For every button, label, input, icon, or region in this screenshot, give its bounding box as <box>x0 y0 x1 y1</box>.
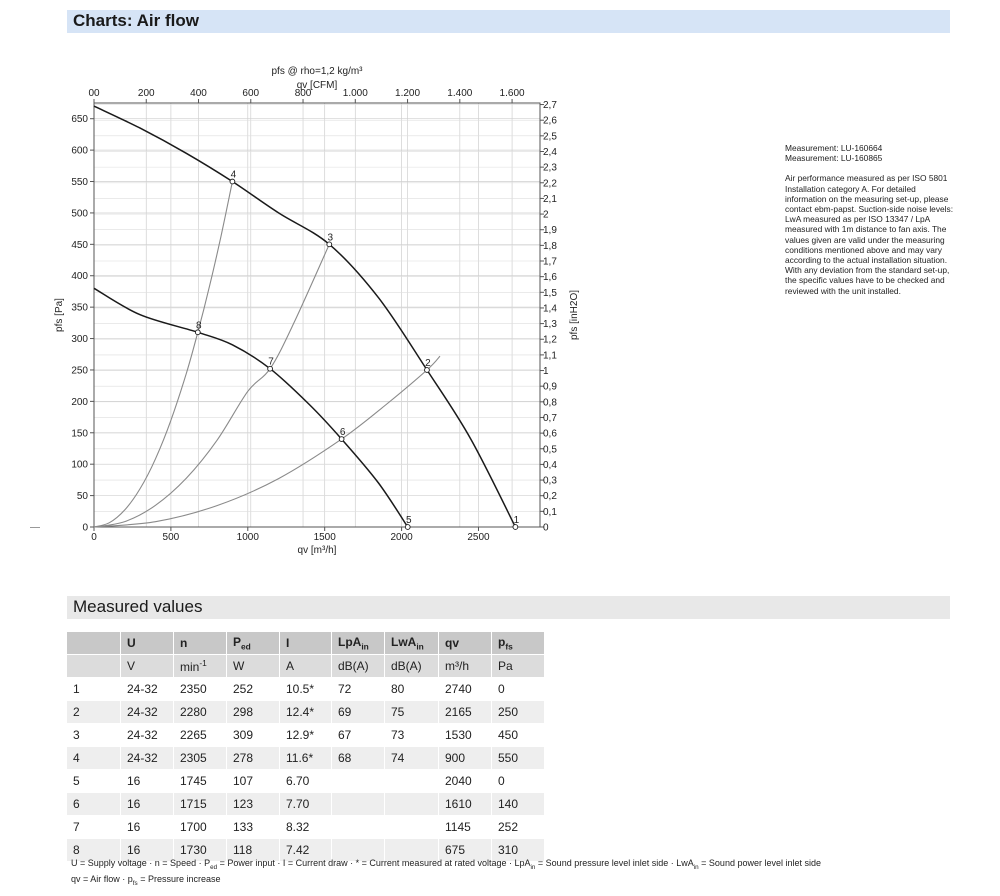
y2-tick-label: 1,2 <box>543 334 557 346</box>
operating-point-label: 6 <box>339 427 346 439</box>
y2-tick-label: 2,6 <box>543 115 557 127</box>
x-tick-label: 1000 <box>236 532 259 543</box>
y-tick-label: 350 <box>71 302 88 314</box>
header-cell-qv: qv <box>439 632 492 655</box>
measured-values-title: Measured values <box>73 597 203 616</box>
y2-tick-label: 2,5 <box>543 131 557 143</box>
x-tick-label: 2000 <box>390 532 413 543</box>
table-cell: 2740 <box>439 678 492 701</box>
table-cell: 12.9* <box>280 724 332 747</box>
table-cell: 7 <box>67 816 121 839</box>
y2-tick-label: 2,1 <box>543 193 557 205</box>
y2-tick-label: 0,7 <box>543 412 557 424</box>
y2-tick-label: 1,4 <box>543 303 557 315</box>
x-tick-label: 0 <box>91 532 97 543</box>
operating-point-label: 3 <box>327 232 334 244</box>
x2-tick-label: 1.600 <box>499 88 525 99</box>
x2-tick-label: 600 <box>242 88 260 99</box>
table-cell: 2 <box>67 701 121 724</box>
y2-tick-label: 0,8 <box>543 397 557 409</box>
table-cell: 309 <box>227 724 280 747</box>
table-cell: 310 <box>492 839 545 862</box>
y2-tick-label: 1,3 <box>543 319 557 331</box>
y-tick-label: 0 <box>82 522 88 534</box>
table-row <box>67 770 545 793</box>
table-cell: 1 <box>67 678 121 701</box>
table-cell: 1715 <box>174 793 227 816</box>
y-tick-label: 200 <box>71 396 88 408</box>
table-cell: 12.4* <box>280 701 332 724</box>
table-cell: 16 <box>121 793 174 816</box>
measured-values-header-bar <box>67 596 950 619</box>
header-cell-n: n <box>174 632 227 655</box>
x2-axis-label: qv [CFM] <box>296 80 338 91</box>
y2-tick-label: 0,9 <box>543 381 557 393</box>
table-cell: 24-32 <box>121 724 174 747</box>
table-cell: 1530 <box>439 724 492 747</box>
table-cell: 133 <box>227 816 280 839</box>
margin-dash <box>30 527 40 528</box>
y2-tick-label: 1,1 <box>543 350 557 362</box>
table-cell: 1610 <box>439 793 492 816</box>
y2-axis-label: pfs [inH2O] <box>569 289 580 341</box>
measured-values-table <box>67 632 545 862</box>
table-header-row <box>67 632 545 655</box>
header-cell-i: I <box>280 632 332 655</box>
y2-tick-label: 1,6 <box>543 272 557 284</box>
y2-tick-label: 1,5 <box>543 287 557 299</box>
table-cell: 67 <box>332 724 385 747</box>
operating-point-label: 1 <box>513 515 520 526</box>
y-tick-label: 500 <box>71 208 88 220</box>
table-cell: 16 <box>121 839 174 862</box>
y-axis-label: pfs [Pa] <box>54 298 65 332</box>
unit-cell-qv: m³/h <box>439 655 492 678</box>
table-cell: 123 <box>227 793 280 816</box>
table-cell <box>385 793 439 816</box>
table-cell: 252 <box>227 678 280 701</box>
y-tick-label: 150 <box>71 428 88 440</box>
table-cell: 140 <box>492 793 545 816</box>
y2-tick-label: 1,9 <box>543 225 557 237</box>
x2-tick-label: 1.200 <box>395 88 421 99</box>
table-cell <box>332 793 385 816</box>
table-cell: 0 <box>492 678 545 701</box>
y2-tick-label: 0,1 <box>543 506 557 518</box>
table-cell: 69 <box>332 701 385 724</box>
y2-tick-label: 2,4 <box>543 146 557 158</box>
table-legend-line-1: U = Supply voltage · n = Speed · $P_{ed}$ = Power input · I = Current draw · * = Current measured at rated voltage · LpA$_{in}$ = Sound pressure level inlet side · LwA$_{in}$ = Sound power level inlet side <box>71 858 821 871</box>
y-tick-label: 400 <box>71 271 88 283</box>
y2-tick-label: 0,2 <box>543 491 557 503</box>
table-units-row <box>67 655 545 678</box>
table-cell: 675 <box>439 839 492 862</box>
table-legend-line-2: qv = Air flow · $p_{fs}$ = Pressure increase <box>71 874 221 887</box>
table-cell: 252 <box>492 816 545 839</box>
table-cell: 6 <box>67 793 121 816</box>
header-cell-ped: $P_{ed}$ <box>227 632 280 655</box>
header-cell-pfs: $p_{fs}$ <box>492 632 545 655</box>
unit-cell-n: $\min^{-1}$ <box>174 655 227 678</box>
table-cell: 1730 <box>174 839 227 862</box>
table-cell: 0 <box>492 770 545 793</box>
table-cell: 11.6* <box>280 747 332 770</box>
table-cell: 24-32 <box>121 747 174 770</box>
operating-point-label: 4 <box>230 169 237 181</box>
table-row <box>67 701 545 724</box>
table-cell: 3 <box>67 724 121 747</box>
table-cell: 2305 <box>174 747 227 770</box>
y2-tick-label: 1,8 <box>543 240 557 252</box>
measurement-note <box>785 143 955 296</box>
table-cell: 5 <box>67 770 121 793</box>
unit-cell-ped: W <box>227 655 280 678</box>
x2-tick-label: 1.000 <box>342 88 368 99</box>
y2-tick-label: 1,7 <box>543 256 557 268</box>
measurement-id-2: Measurement: LU-160865 <box>785 153 883 164</box>
table-cell <box>332 770 385 793</box>
table-cell: 450 <box>492 724 545 747</box>
y-tick-label: 450 <box>71 239 88 251</box>
y-tick-label: 100 <box>71 459 88 471</box>
y2-tick-label: 2,7 <box>543 100 557 112</box>
x2-tick-label: 1.400 <box>447 88 473 99</box>
table-cell: 16 <box>121 816 174 839</box>
header-cell-lpa: LpA$_{in}$ <box>332 632 385 655</box>
header-cell-u: U <box>121 632 174 655</box>
y2-tick-label: 0 <box>543 522 549 534</box>
table-cell: 8 <box>67 839 121 862</box>
table-cell: 24-32 <box>121 678 174 701</box>
operating-point-label: 5 <box>405 515 412 526</box>
x2-tick-label: 800 <box>294 88 312 99</box>
chart-title: pfs @ rho=1,2 kg/m³ <box>271 66 363 77</box>
table-cell: 7.42 <box>280 839 332 862</box>
unit-cell-index <box>67 655 121 678</box>
x2-tick-label: 00 <box>88 88 100 99</box>
unit-cell-pfs: Pa <box>492 655 545 678</box>
y-tick-label: 300 <box>71 334 88 346</box>
table-row <box>67 747 545 770</box>
table-cell: 1145 <box>439 816 492 839</box>
x2-tick-label: 400 <box>190 88 207 99</box>
y2-tick-label: 0,4 <box>543 459 557 471</box>
table-cell: 74 <box>385 747 439 770</box>
table-cell <box>385 816 439 839</box>
table-cell: 2165 <box>439 701 492 724</box>
table-cell: 4 <box>67 747 121 770</box>
table-cell: 6.70 <box>280 770 332 793</box>
table-cell: 73 <box>385 724 439 747</box>
charts-title: Charts: Air flow <box>73 11 199 30</box>
y-tick-label: 50 <box>76 491 88 503</box>
table-cell: 2040 <box>439 770 492 793</box>
plot-area <box>94 103 540 527</box>
unit-cell-i: A <box>280 655 332 678</box>
y-tick-label: 650 <box>71 114 88 126</box>
y2-tick-label: 0,5 <box>543 444 557 456</box>
x-tick-label: 1500 <box>313 532 336 543</box>
table-cell: 75 <box>385 701 439 724</box>
y2-tick-label: 0,3 <box>543 475 557 487</box>
unit-cell-lwa: dB(A) <box>385 655 439 678</box>
table-cell <box>332 816 385 839</box>
table-row <box>67 816 545 839</box>
table-cell: 2265 <box>174 724 227 747</box>
table-cell: 68 <box>332 747 385 770</box>
table-cell: 250 <box>492 701 545 724</box>
measurement-id-1: Measurement: LU-160664 <box>785 143 883 153</box>
table-cell: 7.70 <box>280 793 332 816</box>
table-cell: 10.5* <box>280 678 332 701</box>
table-cell: 550 <box>492 747 545 770</box>
table-cell: 2350 <box>174 678 227 701</box>
operating-point-label: 7 <box>268 356 274 368</box>
y2-tick-label: 2 <box>543 209 549 221</box>
x-tick-label: 2500 <box>467 532 490 543</box>
y2-tick-label: 0,6 <box>543 428 557 440</box>
table-row <box>67 724 545 747</box>
measurement-description: Air performance measured as per ISO 5801 Installation category A. For detailed information on the measuring set-up, please contact ebm-papst. Suction-side noise levels: LwA measured as per ISO 13347 / LpA measured with 1m distance to fan axis. The values given are valid under the measuring conditions mentioned above and may vary according to the actual installation situation. With any deviation from the standard set-up, the specific values have to be checked and reviewed with the unit installed. <box>785 173 954 296</box>
x-axis-label: qv [m³/h] <box>297 545 337 556</box>
table-cell: 1700 <box>174 816 227 839</box>
y2-tick-label: 1 <box>543 366 549 378</box>
table-row <box>67 793 545 816</box>
x-tick-label: 500 <box>162 532 180 543</box>
header-cell-index <box>67 632 121 655</box>
table-cell: 1745 <box>174 770 227 793</box>
table-cell: 8.32 <box>280 816 332 839</box>
operating-point-label: 2 <box>425 357 431 369</box>
unit-cell-u: V <box>121 655 174 678</box>
table-cell: 72 <box>332 678 385 701</box>
table-cell <box>385 770 439 793</box>
y-tick-label: 550 <box>71 177 88 189</box>
table-cell: 900 <box>439 747 492 770</box>
table-cell: 278 <box>227 747 280 770</box>
y-tick-label: 250 <box>71 365 88 377</box>
operating-point-label: 8 <box>196 320 202 332</box>
unit-cell-lpa: dB(A) <box>332 655 385 678</box>
table-cell: 107 <box>227 770 280 793</box>
header-cell-lwa: LwA$_{in}$ <box>385 632 439 655</box>
table-cell: 2280 <box>174 701 227 724</box>
table-cell: 118 <box>227 839 280 862</box>
table-cell: 298 <box>227 701 280 724</box>
table-cell: 16 <box>121 770 174 793</box>
table-row <box>67 678 545 701</box>
x2-tick-label: 200 <box>137 88 155 99</box>
y2-tick-label: 2,3 <box>543 162 557 174</box>
y2-tick-label: 2,2 <box>543 178 557 190</box>
y-tick-label: 600 <box>71 145 88 157</box>
table-cell: 80 <box>385 678 439 701</box>
table-cell: 24-32 <box>121 701 174 724</box>
